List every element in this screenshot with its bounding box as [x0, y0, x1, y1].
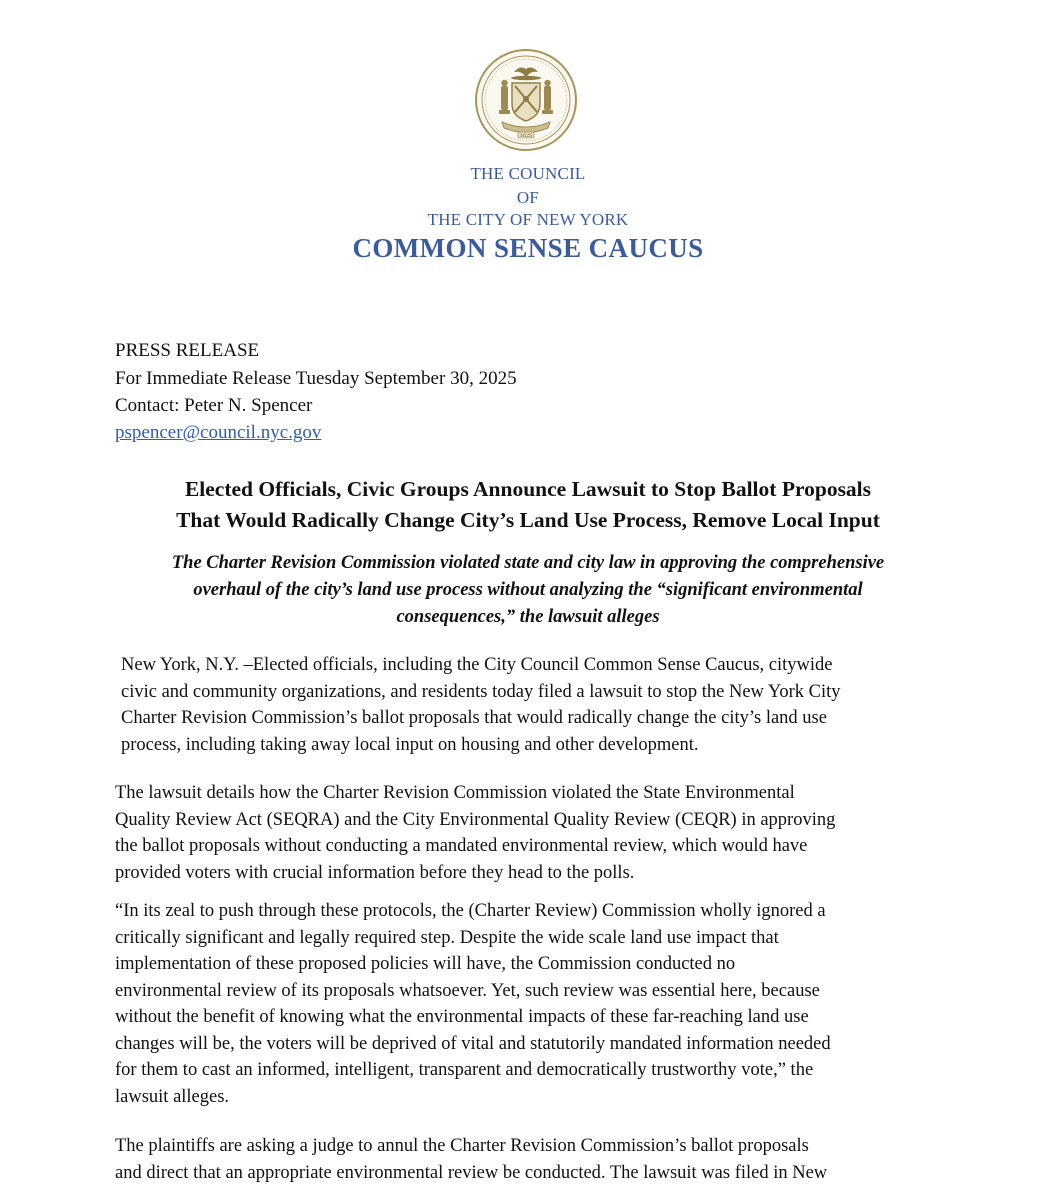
paragraph-line: civic and community organizations, and residents today filed a lawsuit to stop the New York City [121, 681, 841, 702]
paragraph-line: the ballot proposals without conducting a mandated environmental review, which would have [115, 836, 808, 856]
paragraph-line: provided voters with crucial information before they head to the polls. [115, 862, 635, 883]
paragraph-line: changes will be, the voters will be deprived of vital and statutorily mandated information needed [115, 1033, 831, 1054]
paragraph-line: environmental review of its proposals whatsoever. Yet, such review was essential here, because [115, 980, 820, 1001]
paragraph-line: and direct that an appropriate environmental review be conducted. The lawsuit was filed in New [115, 1162, 828, 1183]
contact-email-container [115, 420, 321, 446]
body-paragraph-2 [115, 780, 945, 886]
paragraph-line: New York, N.Y. –Elected officials, including the City Council Common Sense Caucus, citywide [121, 655, 833, 675]
seal-year-text: 1625 [519, 133, 533, 139]
press-release-label: PRESS RELEASE [115, 340, 260, 361]
subhead-line-2: overhaul of the city’s land use process without analyzing the “significant environmental [193, 580, 863, 600]
subheadline [92, 550, 964, 631]
release-date: For Immediate Release Tuesday September 30, 2025 [115, 368, 517, 389]
paragraph-line: “In its zeal to push through these protocols, the (Charter Review) Commission wholly ignored a [115, 901, 826, 921]
contact-name: Contact: Peter N. Spencer [115, 395, 313, 416]
subhead-line-3: consequences,” the lawsuit alleges [396, 607, 660, 627]
paragraph-line: Quality Review Act (SEQRA) and the City Environmental Quality Review (CEQR) in approving [115, 809, 836, 830]
paragraph-line: for them to cast an informed, intelligent, transparent and democratically trustworthy vote,” the [115, 1060, 814, 1080]
body-paragraph-4 [115, 1133, 945, 1186]
headline [92, 474, 964, 536]
paragraph-line: critically significant and legally required step. Despite the wide scale land use impact that [115, 927, 779, 948]
paragraph-line: without the benefit of knowing what the environmental impacts of these far-reaching land use [115, 1007, 809, 1027]
body-paragraph-quote [115, 898, 945, 1110]
paragraph-line: The plaintiffs are asking a judge to annul the Charter Revision Commission’s ballot proposals [115, 1136, 809, 1156]
subhead-line-1: The Charter Revision Commission violated state and city law in approving the comprehensive [171, 553, 885, 573]
paragraph-line: Charter Revision Commission’s ballot proposals that would radically change the city’s land use [121, 708, 827, 728]
paragraph-line: lawsuit alleges. [115, 1086, 230, 1107]
body-paragraph-1 [115, 652, 945, 758]
letterhead-of: OF [516, 188, 540, 207]
letterhead-council: THE COUNCIL [470, 164, 586, 183]
paragraph-line: process, including taking away local input on housing and other development. [121, 734, 699, 755]
paragraph-line: The lawsuit details how the Charter Revision Commission violated the State Environmental [115, 783, 795, 803]
paragraph-line: implementation of these proposed policies will have, the Commission conducted no [115, 954, 736, 974]
headline-line-1: Elected Officials, Civic Groups Announce Lawsuit to Stop Ballot Proposals [184, 477, 872, 501]
headline-line-2: That Would Radically Change City’s Land Use Process, Remove Local Input [176, 508, 880, 532]
city-seal-logo [474, 48, 578, 152]
contact-email-link[interactable]: pspencer@council.nyc.gov [115, 422, 322, 443]
letterhead-caucus: COMMON SENSE CAUCUS [352, 233, 704, 263]
letterhead-city: THE CITY OF NEW YORK [427, 210, 629, 229]
